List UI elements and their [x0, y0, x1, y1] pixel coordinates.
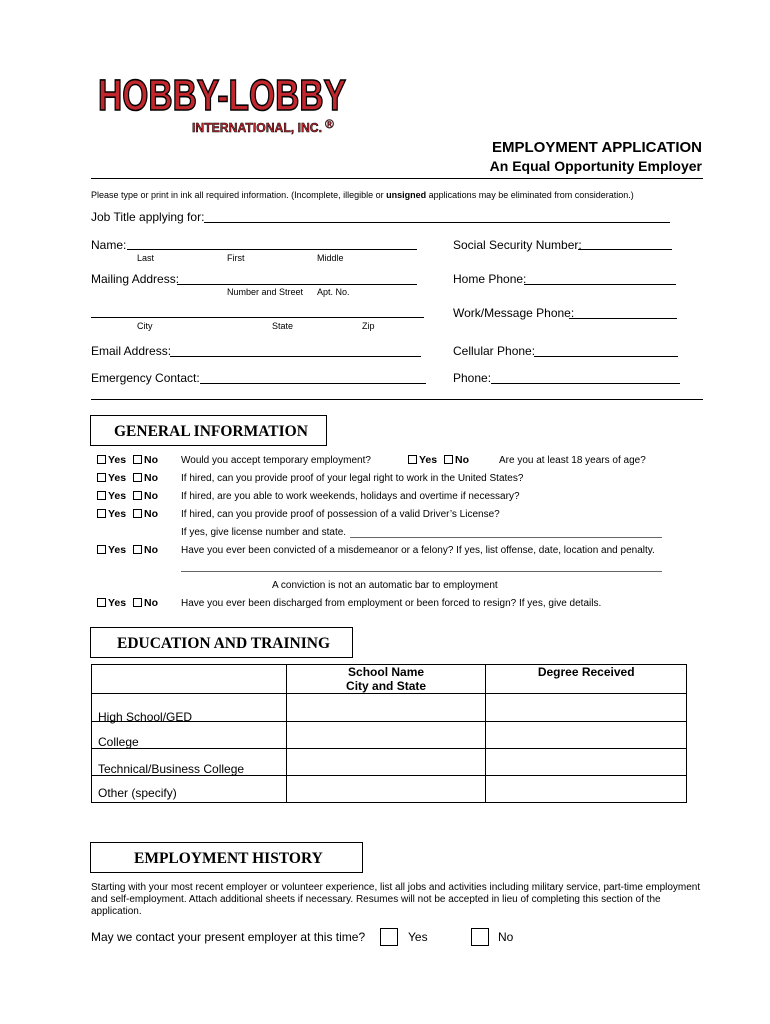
legal-yes-checkbox[interactable] [97, 473, 106, 482]
school-column-header [286, 665, 486, 694]
license-yes-no [97, 508, 158, 520]
form-subtitle: An Equal Opportunity Employer [489, 158, 702, 174]
name-middle-caption: Middle [317, 253, 344, 263]
weekends-no-checkbox[interactable] [133, 491, 142, 500]
table-row [92, 776, 687, 803]
work-phone-label: Work/Message Phone: [453, 306, 575, 320]
contact-no-label: No [498, 930, 514, 944]
education-level [92, 722, 287, 749]
conviction-note: A conviction is not an automatic bar to employment [272, 580, 498, 591]
q-convicted: Have you ever been convicted of a misdemeanor or a felony? If yes, list offense, date, location and penalty. [181, 545, 655, 556]
age-yes-no [408, 454, 469, 466]
q-temporary: Would you accept temporary employment? [181, 455, 371, 466]
mailing-address-field[interactable] [177, 284, 417, 285]
education-level [92, 749, 287, 776]
yes-label: Yes [108, 454, 127, 466]
city-state-zip-field[interactable] [91, 317, 424, 318]
table-row [92, 694, 687, 722]
section-rule [91, 399, 703, 400]
temp-no-checkbox[interactable] [133, 455, 142, 464]
degree-cell[interactable] [486, 776, 687, 803]
no-label: No [144, 454, 159, 466]
education-level [92, 694, 287, 722]
school-name-heading: School Name [348, 665, 425, 679]
q-license: If hired, can you provide proof of possession of a valid Driver’s License? [181, 509, 500, 520]
employment-history-header [90, 842, 363, 873]
degree-cell[interactable] [486, 722, 687, 749]
name-first-caption: First [227, 253, 245, 263]
education-level-label: Other (specify) [98, 786, 177, 800]
logo-registered-mark: ® [325, 117, 334, 131]
yes-label: Yes [108, 508, 127, 520]
yes-label: Yes [108, 597, 127, 609]
table-row [92, 722, 687, 749]
school-cell[interactable] [286, 749, 486, 776]
yes-label: Yes [108, 472, 127, 484]
name-field[interactable] [127, 249, 417, 250]
apt-caption: Apt. No. [317, 287, 350, 297]
work-phone-field[interactable] [569, 318, 677, 319]
q-legal: If hired, can you provide proof of your legal right to work in the United States? [181, 473, 524, 484]
convicted-yes-no [97, 544, 158, 556]
logo-subtitle: INTERNATIONAL, INC. [192, 121, 322, 135]
email-field[interactable] [170, 356, 421, 357]
temp-yes-checkbox[interactable] [97, 455, 106, 464]
emergency-contact-label: Emergency Contact: [91, 371, 200, 385]
weekends-yes-checkbox[interactable] [97, 491, 106, 500]
degree-heading: Degree Received [537, 665, 635, 679]
home-phone-field[interactable] [524, 284, 676, 285]
instructions-text-1: Please type or print in ink all required information. (Incomplete, illegible or [91, 190, 387, 200]
temp-yes-no [97, 454, 158, 466]
form-title: EMPLOYMENT APPLICATION [492, 139, 702, 156]
emergency-phone-field[interactable] [491, 383, 680, 384]
name-label: Name: [91, 238, 127, 252]
discharged-yes-checkbox[interactable] [97, 598, 106, 607]
education-table [91, 664, 687, 803]
contact-employer-question: May we contact your present employer at this time? [91, 930, 366, 944]
school-cell[interactable] [286, 694, 486, 722]
instructions-text-2: applications may be eliminated from consideration.) [426, 190, 634, 200]
cell-phone-label: Cellular Phone: [453, 344, 536, 358]
no-label: No [455, 454, 470, 466]
education-level [92, 776, 287, 803]
education-level-label: College [98, 735, 139, 749]
age-yes-checkbox[interactable] [408, 455, 417, 464]
logo-name: HOBBY-LOBBY [98, 71, 346, 120]
convicted-yes-checkbox[interactable] [97, 545, 106, 554]
instructions-bold: unsigned [386, 190, 427, 200]
education-header-empty [92, 665, 287, 694]
table-row [92, 749, 687, 776]
zip-caption: Zip [362, 321, 375, 331]
contact-yes-checkbox[interactable] [380, 928, 398, 946]
degree-column-header [486, 665, 687, 694]
conviction-details-field[interactable] [181, 571, 662, 572]
discharged-no-checkbox[interactable] [133, 598, 142, 607]
yes-label: Yes [108, 490, 127, 502]
q-weekends: If hired, are you able to work weekends, holidays and overtime if necessary? [181, 491, 520, 502]
ssn-label: Social Security Number: [453, 238, 582, 252]
no-label: No [144, 544, 159, 556]
education-title: EDUCATION AND TRAINING [117, 635, 331, 652]
emergency-contact-field[interactable] [200, 383, 426, 384]
employment-instructions: Starting with your most recent employer or volunteer experience, list all jobs and activities including military service, part-time employment and self-employment. Attach additional sheets if necessary. Resumes will not be accepted in lieu of completing this section of the application. [91, 882, 701, 917]
license-number-field[interactable] [350, 537, 662, 538]
education-header [90, 627, 353, 658]
email-label: Email Address: [91, 344, 172, 358]
q-license-number: If yes, give license number and state. [181, 527, 347, 538]
education-header-row [92, 665, 687, 694]
age-no-checkbox[interactable] [444, 455, 453, 464]
convicted-no-checkbox[interactable] [133, 545, 142, 554]
emergency-phone-label: Phone: [453, 371, 492, 385]
discharged-yes-no [97, 597, 158, 609]
no-label: No [144, 490, 159, 502]
legal-yes-no [97, 472, 158, 484]
ssn-field[interactable] [578, 249, 672, 250]
legal-no-checkbox[interactable] [133, 473, 142, 482]
school-cell[interactable] [286, 776, 486, 803]
no-label: No [144, 472, 159, 484]
city-state-heading: City and State [346, 679, 427, 693]
general-information-title: GENERAL INFORMATION [114, 423, 308, 440]
education-level-label: Technical/Business College [98, 762, 245, 776]
header-rule [91, 178, 703, 179]
state-caption: State [272, 321, 294, 331]
contact-no-checkbox[interactable] [471, 928, 489, 946]
degree-cell[interactable] [486, 749, 687, 776]
no-label: No [144, 597, 159, 609]
city-caption: City [137, 321, 153, 331]
employment-history-title: EMPLOYMENT HISTORY [134, 850, 323, 867]
home-phone-label: Home Phone: [453, 272, 527, 286]
cell-phone-field[interactable] [534, 356, 678, 357]
education-level-label: High School/GED [98, 710, 193, 724]
license-no-checkbox[interactable] [133, 509, 142, 518]
no-label: No [144, 508, 159, 520]
instructions [91, 190, 634, 200]
degree-cell[interactable] [486, 694, 687, 722]
general-information-header [90, 415, 327, 446]
mailing-address-label: Mailing Address: [91, 272, 180, 286]
license-yes-checkbox[interactable] [97, 509, 106, 518]
contact-yes-label: Yes [408, 930, 428, 944]
school-cell[interactable] [286, 722, 486, 749]
weekends-yes-no [97, 490, 158, 502]
name-last-caption: Last [137, 253, 155, 263]
job-title-field[interactable] [204, 222, 670, 223]
job-title-label: Job Title applying for: [91, 210, 205, 224]
hobby-lobby-logo [96, 66, 352, 140]
q-age: Are you at least 18 years of age? [499, 455, 646, 466]
yes-label: Yes [108, 544, 127, 556]
yes-label: Yes [419, 454, 438, 466]
q-discharged: Have you ever been discharged from employment or been forced to resign? If yes, give details. [181, 598, 602, 609]
number-street-caption: Number and Street [227, 287, 304, 297]
